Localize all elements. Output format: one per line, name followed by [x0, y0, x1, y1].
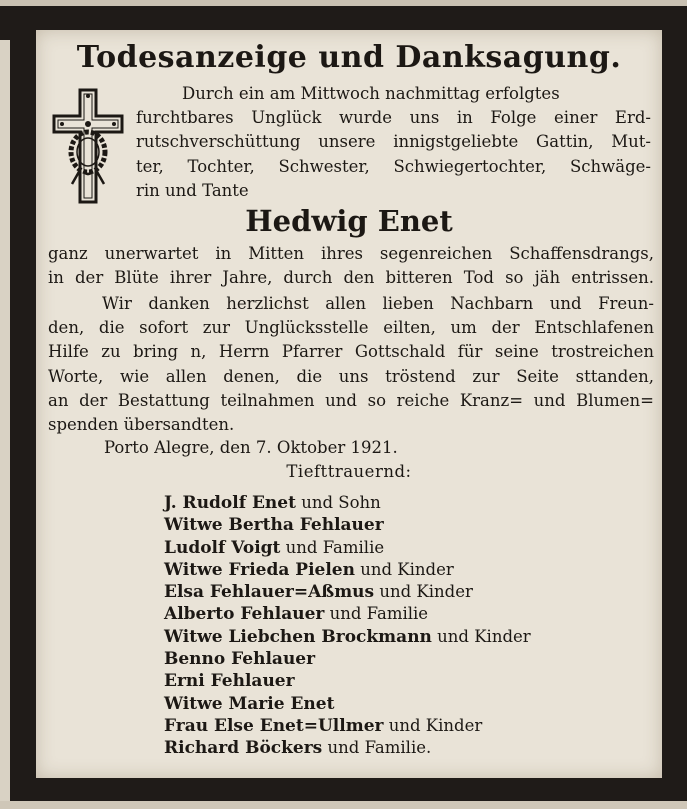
intro-paragraph	[136, 82, 651, 203]
thanks-line: den, die sofort zur Unglücksstelle eilten, um der Entschlafenen	[48, 318, 654, 338]
mourner-name: Alberto Fehlauer	[164, 604, 325, 625]
thanks-line: Wir danken herzlichst allen lieben Nachbarn und Freun-	[102, 294, 654, 313]
circumstance-paragraph	[48, 242, 654, 290]
mourner-entry	[164, 693, 531, 715]
thanks-paragraph	[48, 292, 654, 437]
cross-with-wreath-icon	[50, 86, 126, 206]
intro-line: Durch ein am Mittwoch nachmittag erfolgtes	[182, 84, 560, 103]
mourner-name: Richard Böckers	[164, 738, 323, 759]
mourner-entry	[164, 581, 531, 603]
mourner-suffix: und Familie	[285, 537, 385, 557]
mourner-name: Witwe Marie Enet	[164, 693, 335, 714]
mourner-entry	[164, 603, 531, 625]
mourner-entry	[164, 537, 531, 559]
newsprint-edge-top	[0, 0, 687, 6]
deceased-name: Hedwig Enet	[245, 204, 453, 238]
newsprint-edge-left	[0, 40, 10, 809]
mourner-name: J. Rudolf Enet	[164, 493, 296, 513]
mourner-entry	[164, 514, 531, 536]
mourner-suffix: und Kinder	[437, 626, 531, 646]
mourner-name: Erni Fehlauer	[164, 671, 295, 692]
place-and-date: Porto Alegre, den 7. Oktober 1921.	[104, 438, 398, 457]
mourner-name: Witwe Bertha Fehlauer	[164, 515, 384, 536]
mourner-name: Ludolf Voigt	[164, 537, 281, 558]
mourner-name: Benno Fehlauer	[164, 649, 316, 670]
intro-line: ter, Tochter, Schwester, Schwiegertochter, Schwäge-	[136, 156, 651, 176]
mourner-name: Witwe Liebchen Brockmann	[164, 626, 432, 647]
thanks-line: Worte, wie allen denen, die uns tröstend zur Seite sttanden,	[48, 366, 654, 386]
intro-line: furchtbares Unglück wurde uns in Folge einer Erd-	[136, 108, 651, 128]
mourner-list	[164, 492, 531, 760]
mourning-label: Tiefttrauernd:	[286, 462, 412, 481]
thanks-line: an der Bestattung teilnahmen und so reiche Kranz= und Blumen=	[48, 390, 654, 410]
mourner-entry	[164, 715, 531, 737]
mourner-suffix: und Familie	[329, 604, 429, 624]
notice-title: Todesanzeige und Danksagung.	[76, 40, 622, 75]
thanks-line: Hilfe zu bring n, Herrn Pfarrer Gottschald für seine trostreichen	[48, 342, 654, 362]
circumstance-line: in der Blüte ihrer Jahre, durch den bitteren Tod so jäh entrissen.	[48, 268, 654, 288]
mourner-entry	[164, 626, 531, 648]
mourner-suffix: und Kinder	[379, 582, 473, 602]
mourner-suffix: und Kinder	[388, 715, 483, 735]
mourner-entry	[164, 559, 531, 581]
mourner-name: Witwe Frieda Pielen	[164, 559, 355, 580]
thanks-line: spenden übersandten.	[48, 415, 235, 435]
intro-line: rin und Tante	[136, 180, 249, 200]
mourner-entry	[164, 648, 531, 670]
circumstance-line: ganz unerwartet in Mitten ihres segenreichen Schaffensdrangs,	[48, 244, 654, 263]
death-notice	[36, 30, 662, 778]
mourner-suffix: und Sohn	[301, 493, 381, 512]
mourner-suffix: und Familie.	[327, 738, 432, 758]
mourner-entry	[164, 737, 531, 759]
intro-line: rutschverschüttung unsere innigstgeliebte Gattin, Mut-	[136, 132, 651, 152]
mourner-entry	[164, 670, 531, 692]
mourner-name: Frau Else Enet=Ullmer	[164, 715, 384, 736]
newsprint-edge-bottom	[0, 801, 687, 809]
mourner-name: Elsa Fehlauer=Aßmus	[164, 582, 375, 603]
mourner-suffix: und Kinder	[360, 559, 454, 579]
mourner-entry	[164, 492, 531, 514]
